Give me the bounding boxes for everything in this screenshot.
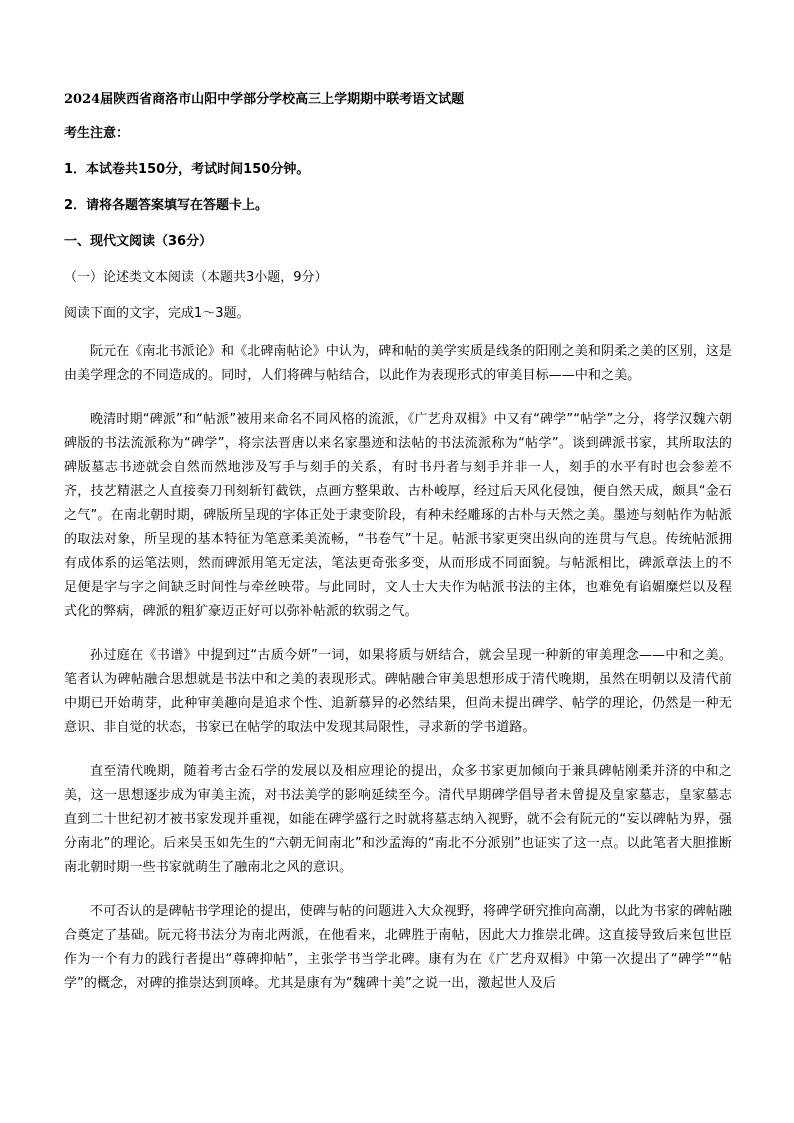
notice-item-2: 2．请将各题答案填写在答题卡上。 [64,198,269,213]
passage-paragraph-5: 不可否认的是碑帖书学理论的提出，使碑与帖的问题进入大众视野，将碑学研究推向高潮，以此为书家的碑帖融合奠定了基础。阮元将书法分为南北两派，在他看来，北碑胜于南帖，因此大力推崇北碑。这直接导致后来包世臣作为一个有力的践行者提出“尊碑抑帖”，主张学书当学北碑。康有为在《广艺舟双楫》中第一次提出了“碑学”“帖学”的概念，对碑的推崇达到顶峰。尤其是康有为“魏碑十美”之说一出，激起世人及后 [64,904,732,991]
page-content [64,90,732,1016]
passage-paragraph-2: 晚清时期“碑派”和“帖派”被用来命名不同风格的流派，《广艺舟双楫》中又有“碑学”“帖学”之分，将学汉魏六朝碑版的书法流派称为“碑学”，将宗法晋唐以来名家墨迹和法帖的书法流派称为“帖学”。谈到碑派书家，其所取法的碑版墓志书迹就会自然而然地涉及写手与刻手的关系，有时书丹者与刻手并非一人，刻手的水平有时也会参差不齐，技艺精湛之人直接奏刀刊刻斩钉截铁，点画方整果敢、古朴峻厚，经过后天风化侵蚀，便自然天成，颇具“金石之气”。在南北朝时期，碑版所呈现的字体正处于隶变阶段，有种未经雕琢的古朴与天然之美。墨迹与刻帖作为帖派的取法对象，所呈现的基本特征为笔意柔美流畅，“书卷气”十足。帖派书家更突出纵向的连贯与气息。传统帖派拥有成体系的运笔法则，然而碑派用笔无定法，笔法更奇张多变，从而形成不同面貌。与帖派相比，碑派章法上的不足便是字与字之间缺乏时间性与牵丝映带。与此同时，文人士大夫作为帖派书法的主体，也难免有谄媚糜烂以及程式化的弊病，碑派的粗犷豪迈正好可以弥补帖派的软弱之气。 [64,412,732,619]
section-heading: 一、现代文阅读（36分） [64,234,213,249]
passage-paragraph-3: 孙过庭在《书谱》中提到过“古质今妍”一词，如果将质与妍结合，就会呈现一种新的审美理念——中和之美。笔者认为碑帖融合思想就是书法中和之美的表现形式。碑帖融合审美思想形成于清代晚期，虽然在明朝以及清代前中期已开始萌芽，此种审美趣向是追求个性、追新慕异的必然结果，但尚未提出碑学、帖学的理论，仍然是一种无意识、非自觉的状态，书家已在帖学的取法中发现其局限性，寻求新的学书道路。 [64,648,732,735]
reading-instruction: 阅读下面的文字，完成1～3题。 [64,306,250,321]
passage-paragraph-1: 阮元在《南北书派论》和《北碑南帖论》中认为，碑和帖的美学实质是线条的阳刚之美和阴柔之美的区别，这是由美学理念的不同造成的。同时，人们将碑与帖结合，以此作为表现形式的审美目标——中和之美。 [64,344,732,383]
notice-heading: 考生注意： [64,126,130,141]
exam-title: 2024届陕西省商洛市山阳中学部分学校高三上学期期中联考语文试题 [64,92,465,107]
subsection-heading: （一）论述类文本阅读（本题共3小题，9分） [64,270,328,285]
passage-paragraph-4: 直至清代晚期，随着考古金石学的发展以及相应理论的提出，众多书家更加倾向于兼具碑帖刚柔并济的中和之美，这一思想逐步成为审美主流，对书法美学的影响延续至今。清代早期碑学倡导者未曾提及皇家墓志，皇家墓志直到二十世纪初才被书家发现并重视，如能在碑学盛行之时就将墓志纳入视野，就不会有阮元的“妄以碑帖为界，强分南北”的理论。后来吴玉如先生的“六朝无间南北”和沙孟海的“南北不分派别”也证实了这一点。以此笔者大胆推断南北朝时期一些书家就萌生了融南北之风的意识。 [64,764,732,875]
notice-item-1: 1．本试卷共150分，考试时间150分钟。 [64,162,310,177]
